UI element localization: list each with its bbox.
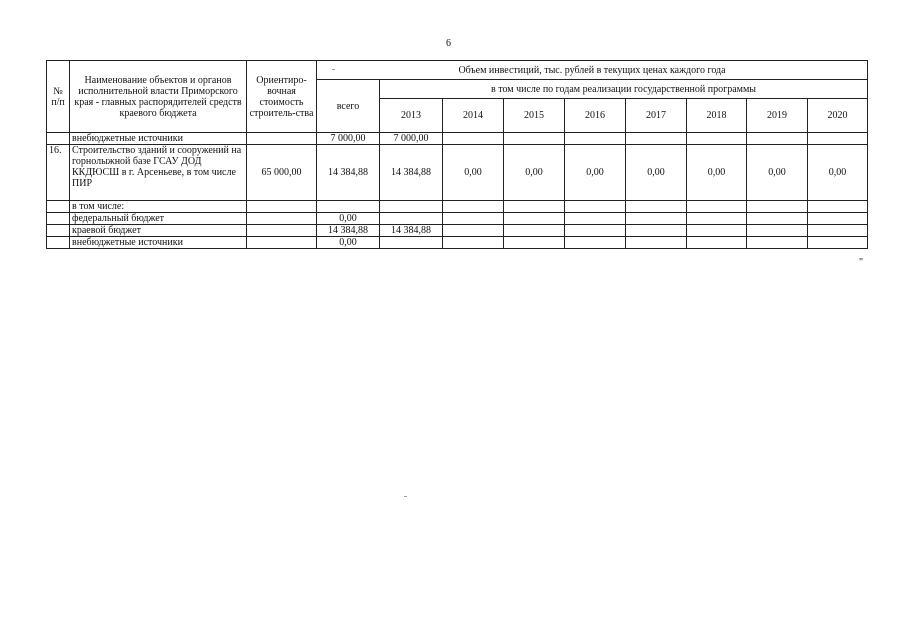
header-year-2017: 2017 <box>626 99 687 133</box>
row-2014: 0,00 <box>443 145 504 201</box>
scan-speck <box>404 496 407 497</box>
table-row <box>47 213 868 225</box>
row-2013: 14 384,88 <box>380 145 443 201</box>
row-2020: 0,00 <box>808 145 868 201</box>
table-row <box>47 237 868 249</box>
row-2013: 14 384,88 <box>380 225 443 237</box>
row-2017: 0,00 <box>626 145 687 201</box>
row-cost: 65 000,00 <box>247 145 317 201</box>
row-2016: 0,00 <box>565 145 626 201</box>
table-row <box>47 201 868 213</box>
row-2018: 0,00 <box>687 145 747 201</box>
header-year-2020: 2020 <box>808 99 868 133</box>
scan-speck <box>332 69 335 70</box>
row-total: 14 384,88 <box>317 225 380 237</box>
header-num: № п/п <box>47 61 70 133</box>
row-total: 0,00 <box>317 237 380 249</box>
row-label: краевой бюджет <box>70 225 247 237</box>
investment-table <box>46 60 868 249</box>
row-total: 14 384,88 <box>317 145 380 201</box>
row-2019: 0,00 <box>747 145 808 201</box>
header-by-years: в том числе по годам реализации государственной программы <box>380 80 868 99</box>
header-year-2019: 2019 <box>747 99 808 133</box>
row-total: 7 000,00 <box>317 133 380 145</box>
header-year-2014: 2014 <box>443 99 504 133</box>
row-2013: 7 000,00 <box>380 133 443 145</box>
header-total: всего <box>317 80 380 133</box>
header-year-2018: 2018 <box>687 99 747 133</box>
row-label: внебюджетные источники <box>70 133 247 145</box>
row-label: федеральный бюджет <box>70 213 247 225</box>
header-cost: Ориентиро-вочная стоимость строитель-ства <box>247 61 317 133</box>
row-label: внебюджетные источники <box>70 237 247 249</box>
table-row <box>47 145 868 201</box>
header-year-2013: 2013 <box>380 99 443 133</box>
row-total: 0,00 <box>317 213 380 225</box>
header-name: Наименование объектов и органов исполнительной власти Приморского края - главных распорядителей средств краевого бюджета <box>70 61 247 133</box>
row-2015: 0,00 <box>504 145 565 201</box>
row-name: Строительство зданий и сооружений на горнолыжной базе ГСАУ ДОД ККДЮСШ в г. Арсеньеве, в том числе ПИР <box>70 145 247 201</box>
header-volume: Объем инвестиций, тыс. рублей в текущих ценах каждого года <box>317 61 868 80</box>
table-row <box>47 225 868 237</box>
header-year-2015: 2015 <box>504 99 565 133</box>
closing-quote-mark: " <box>859 257 864 268</box>
table-row <box>47 133 868 145</box>
row-num: 16. <box>47 145 70 201</box>
page-number: 6 <box>446 38 451 49</box>
row-label: в том числе: <box>70 201 247 213</box>
header-year-2016: 2016 <box>565 99 626 133</box>
